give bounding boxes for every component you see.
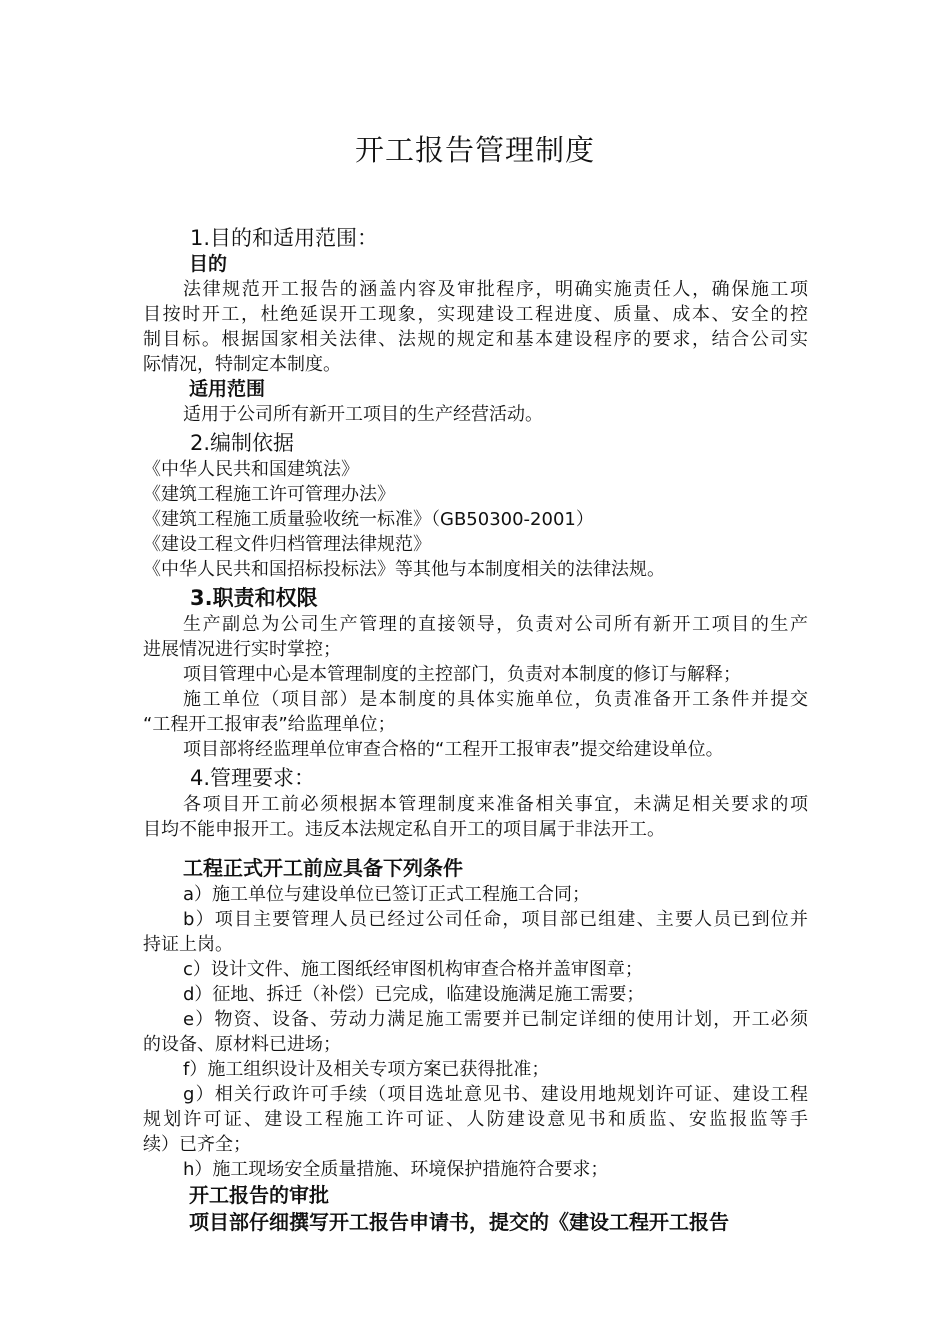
condition-line: 续）已齐全；: [143, 1134, 251, 1155]
section-4-heading: 4.管理要求：: [190, 766, 316, 790]
section-2-heading: 2.编制依据: [190, 431, 295, 455]
purpose-line: 法律规范开工报告的涵盖内容及审批程序，明确实施责任人，确保施工项: [183, 279, 808, 300]
basis-item: 《中华人民共和国建筑法》: [143, 459, 359, 480]
requirement-line: 目均不能申报开工。违反本法规定私自开工的项目属于非法开工。: [143, 819, 665, 840]
basis-item: 《建设工程文件归档管理法律规范》: [143, 534, 431, 555]
basis-item: 《建筑工程施工质量验收统一标准》（GB50300-2001）: [143, 509, 594, 530]
scope-text: 适用于公司所有新开工项目的生产经营活动。: [183, 404, 543, 425]
condition-line: c）设计文件、施工图纸经审图机构审查合格并盖审图章；: [183, 959, 643, 980]
condition-line: d）征地、拆迁（补偿）已完成，临建设施满足施工需要；: [183, 984, 645, 1005]
section-3-heading: 3.职责和权限: [190, 586, 318, 610]
conditions-heading: 工程正式开工前应具备下列条件: [183, 856, 463, 880]
condition-line: h）施工现场安全质量措施、环境保护措施符合要求；: [183, 1159, 609, 1180]
condition-line: g）相关行政许可手续（项目选址意见书、建设用地规划许可证、建设工程: [183, 1084, 808, 1105]
basis-item: 《建筑工程施工许可管理办法》: [143, 484, 395, 505]
approval-heading: 开工报告的审批: [189, 1183, 329, 1207]
responsibility-line: 项目部将经监理单位审查合格的“工程开工报审表”提交给建设单位。: [183, 739, 724, 760]
responsibility-line: 进展情况进行实时掌控；: [143, 639, 341, 660]
responsibility-line: 生产副总为公司生产管理的直接领导，负责对公司所有新开工项目的生产: [183, 614, 808, 635]
responsibility-line: “工程开工报审表”给监理单位；: [143, 714, 396, 735]
requirement-line: 各项目开工前必须根据本管理制度来准备相关事宜，未满足相关要求的项: [183, 794, 808, 815]
responsibility-line: 项目管理中心是本管理制度的主控部门，负责对本制度的修订与解释；: [183, 664, 741, 685]
document-body: [143, 222, 808, 1236]
basis-item: 《中华人民共和国招标投标法》等其他与本制度相关的法律法规。: [143, 559, 665, 580]
purpose-heading: 目的: [189, 253, 228, 275]
condition-line: a）施工单位与建设单位已签订正式工程施工合同；: [183, 884, 591, 905]
condition-line: 规划许可证、建设工程施工许可证、人防建设意见书和质监、安监报监等手: [143, 1109, 808, 1130]
condition-line: f）施工组织设计及相关专项方案已获得批准；: [183, 1059, 550, 1080]
condition-line: e）物资、设备、劳动力满足施工需要并已制定详细的使用计划，开工必须: [183, 1009, 808, 1030]
purpose-line: 际情况，特制定本制度。: [143, 354, 341, 375]
scope-heading: 适用范围: [189, 378, 266, 400]
responsibility-line: 施工单位（项目部）是本制度的具体实施单位，负责准备开工条件并提交: [183, 689, 808, 710]
condition-line: 持证上岗。: [143, 934, 233, 955]
condition-line: b）项目主要管理人员已经过公司任命，项目部已组建、主要人员已到位并: [183, 909, 808, 930]
section-1-heading: 1.目的和适用范围：: [190, 226, 379, 250]
purpose-line: 制目标。根据国家相关法律、法规的规定和基本建设程序的要求，结合公司实: [143, 329, 808, 350]
condition-line: 的设备、原材料已进场；: [143, 1034, 341, 1055]
approval-line: 项目部仔细撰写开工报告申请书，提交的《建设工程开工报告: [189, 1210, 729, 1234]
document-title: 开工报告管理制度: [354, 133, 595, 167]
purpose-line: 目按时开工，杜绝延误开工现象，实现建设工程进度、质量、成本、安全的控: [143, 304, 808, 325]
